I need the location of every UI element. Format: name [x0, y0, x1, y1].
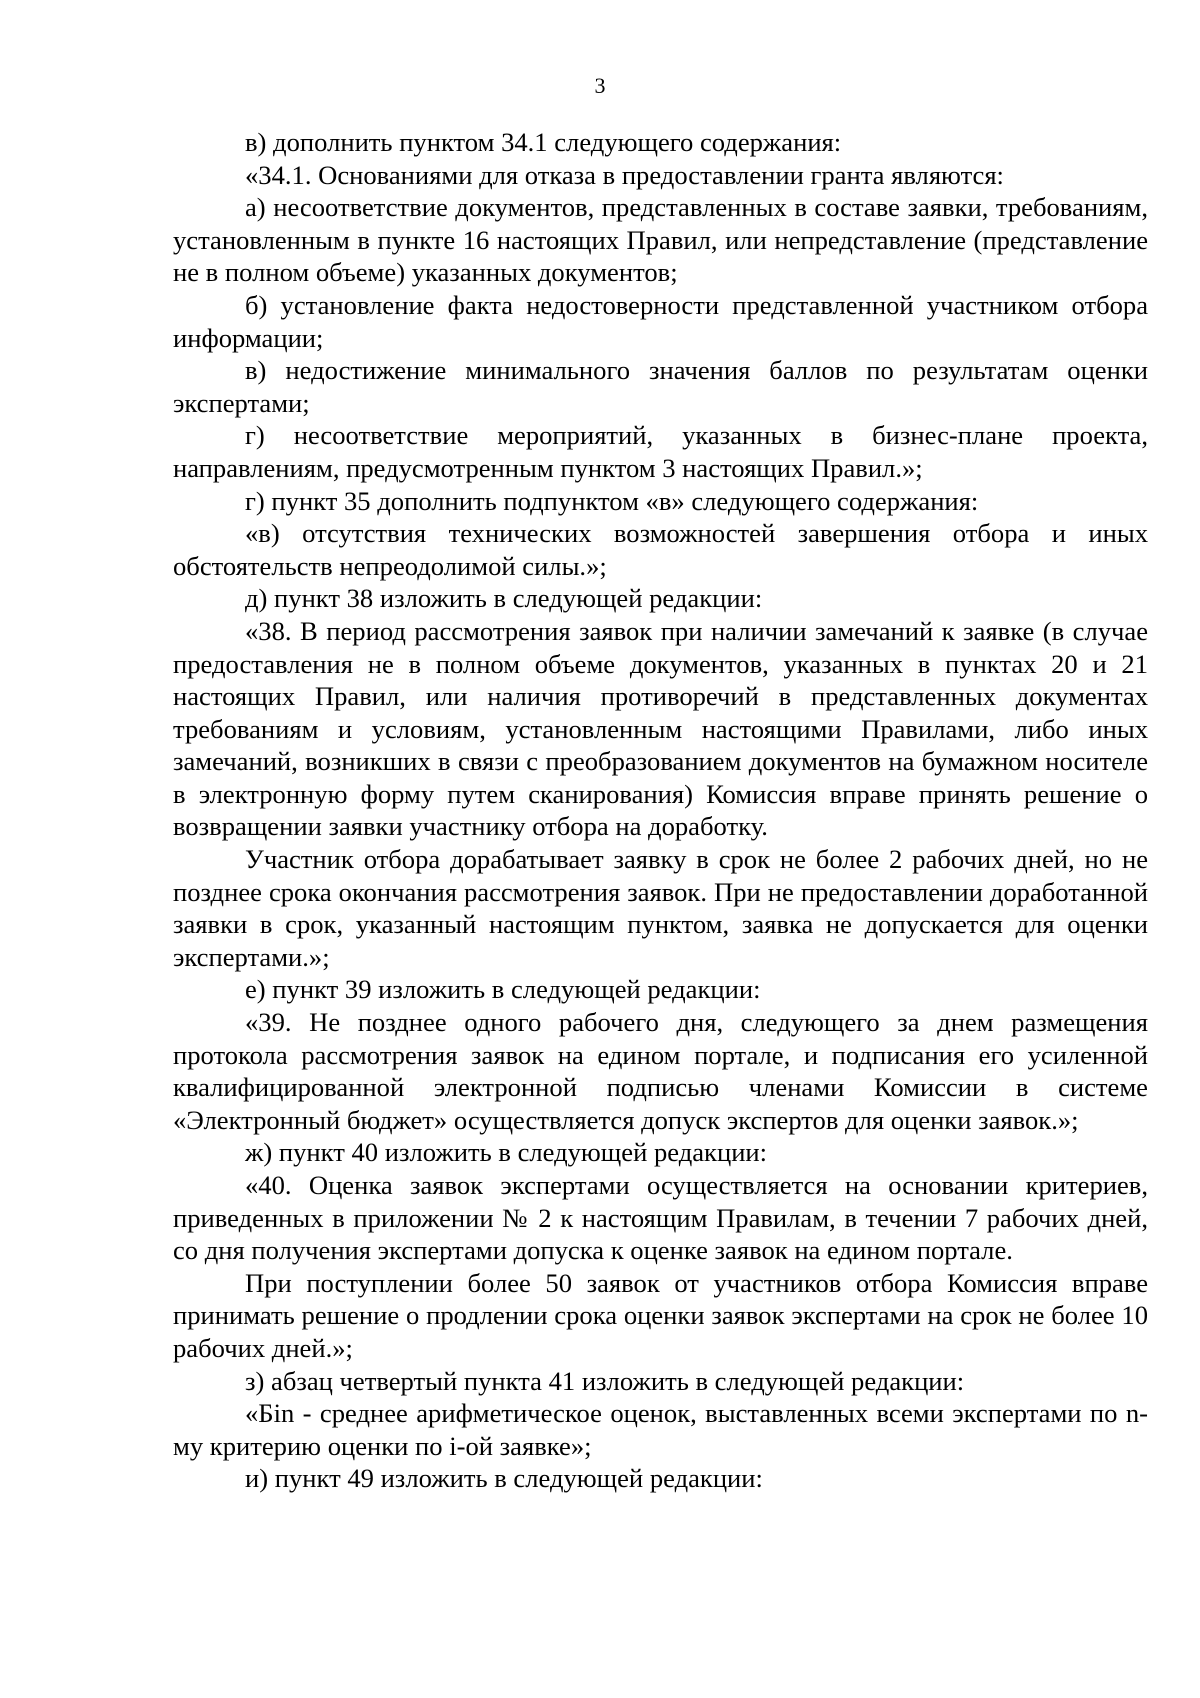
paragraph-17: з) абзац четвертый пункта 41 изложить в следующей редакции: [245, 1365, 965, 1396]
paragraph-8: «в) отсутствия технических возможностей завершения отбора и иных обстоятельств непреодолимой силы.»; [173, 518, 1148, 581]
paragraph-5: в) недостижение минимального значения баллов по результатам оценки экспертами; [173, 355, 1148, 418]
paragraph-2: «34.1. Основаниями для отказа в предоставлении гранта являются: [245, 159, 1004, 190]
paragraph-16: При поступлении более 50 заявок от участников отбора Комиссия вправе принимать решение о продлении срока оценки заявок экспертами на срок не более 10 рабочих дней.»; [173, 1267, 1148, 1363]
paragraph-11: Участник отбора дорабатывает заявку в срок не более 2 рабочих дней, но не позднее срока окончания рассмотрения заявок. При не предоставлении доработанной заявки в срок, указанный настоящим пунктом, заявка не допускается для оценки экспертами.»; [173, 844, 1148, 972]
paragraph-18: «Бin - среднее арифметическое оценок, выставленных всеми экспертами по n-му критерию оценки по i-ой заявке»; [173, 1398, 1148, 1461]
paragraph-1: в) дополнить пунктом 34.1 следующего содержания: [245, 127, 842, 157]
paragraph-13: «39. Не позднее одного рабочего дня, следующего за днем размещения протокола рассмотрения заявок на едином портале, и подписания его усиленной квалифицированной электронной подписью членами Комиссии в системе «Электронный бюджет» осуществляется допуск экспертов для оценки заявок.»; [173, 1007, 1148, 1135]
paragraph-14: ж) пункт 40 изложить в следующей редакции: [245, 1137, 768, 1168]
paragraph-10: «38. В период рассмотрения заявок при наличии замечаний к заявке (в случае предоставления не в полном объеме документов, указанных в пунктах 20 и 21 настоящих Правил, или наличия противоречий в представленных документах требованиям и условиям, установленным настоящими Правилами, либо иных замечаний, возникших в связи с преобразованием документов на бумажном носителе в электронную форму путем сканирования) Комиссия вправе принять решение о возвращении заявки участнику отбора на доработку. [173, 615, 1148, 842]
paragraph-15: «40. Оценка заявок экспертами осуществляется на основании критериев, приведенных в приложении № 2 к настоящим Правилам, в течении 7 рабочих дней, со дня получения экспертами допуска к оценке заявок на едином портале. [173, 1170, 1148, 1266]
paragraph-9: д) пункт 38 изложить в следующей редакции: [245, 583, 763, 614]
document-body [173, 126, 1148, 1495]
paragraph-7: г) пункт 35 дополнить подпунктом «в» следующего содержания: [245, 485, 979, 516]
paragraph-12: е) пункт 39 изложить в следующей редакции: [245, 974, 761, 1005]
paragraph-3: а) несоответствие документов, представленных в составе заявки, требованиям, установленным в пункте 16 настоящих Правил, или непредставление (представление не в полном объеме) указанных документов; [173, 192, 1148, 288]
paragraph-6: г) несоответствие мероприятий, указанных в бизнес-плане проекта, направлениям, предусмотренным пунктом 3 настоящих Правил.»; [173, 420, 1148, 483]
paragraph-4: б) установление факта недостоверности представленной участником отбора информации; [173, 289, 1148, 353]
paragraph-19: и) пункт 49 изложить в следующей редакции: [245, 1463, 763, 1494]
page-number: 3 [594, 73, 606, 98]
